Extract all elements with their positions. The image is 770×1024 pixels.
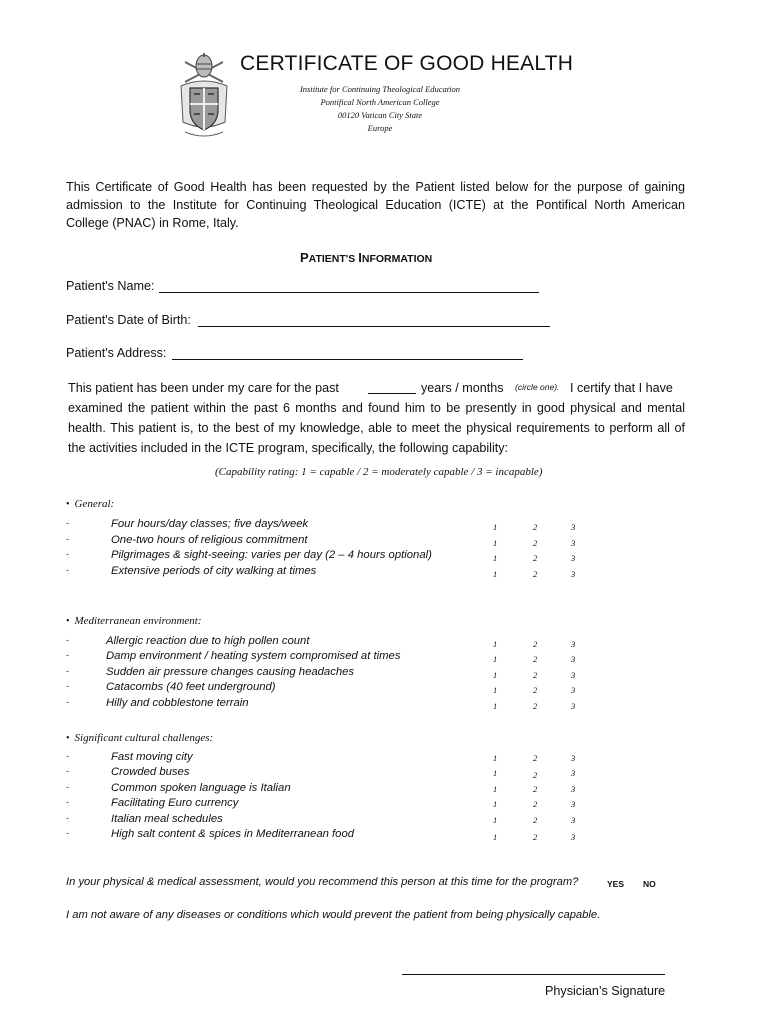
rating-1-option[interactable]: 1 [493, 670, 498, 680]
institute-line: Institute for Continuing Theological Education [299, 84, 461, 94]
rating-2-option[interactable]: 2 [533, 553, 538, 563]
rating-2-option[interactable]: 2 [533, 569, 538, 579]
patient-dob-label: Patient's Date of Birth: [66, 313, 191, 327]
rating-1-option[interactable]: 1 [493, 815, 498, 825]
rating-3-option[interactable]: 3 [571, 753, 576, 763]
capability-row: - Common spoken language is Italian 1 2 3 [66, 782, 576, 794]
rating-3-option[interactable]: 3 [571, 553, 576, 563]
rating-3-option[interactable]: 3 [571, 815, 576, 825]
rating-3-option[interactable]: 3 [571, 832, 576, 842]
rating-1-option[interactable]: 1 [493, 701, 498, 711]
capability-label: Sudden air pressure changes causing headaches [106, 666, 355, 678]
capability-label: Facilitating Euro currency [111, 797, 239, 809]
rating-1-option[interactable]: 1 [493, 522, 498, 532]
group-title-general: • General: [66, 498, 115, 510]
patient-information-heading: PATIENT'S INFORMATION [300, 250, 433, 265]
capability-label: Crowded buses [111, 766, 190, 778]
capability-label: Four hours/day classes; five days/week [111, 518, 309, 530]
rating-3-option[interactable]: 3 [571, 768, 576, 778]
recommendation-question: In your physical & medical assessment, would you recommend this person at this time for the program? [66, 876, 579, 888]
continent-line: Europe [367, 123, 393, 133]
capability-label: Damp environment / heating system compromised at times [106, 650, 401, 662]
rating-3-option[interactable]: 3 [571, 639, 576, 649]
capability-rating-note: (Capability rating: 1 = capable / 2 = moderately capable / 3 = incapable) [215, 466, 543, 478]
rating-2-option[interactable]: 2 [533, 753, 538, 763]
rating-1-option[interactable]: 1 [493, 768, 498, 778]
patient-address-label: Patient's Address: [66, 346, 167, 360]
capability-row: - High salt content & spices in Mediterranean food 1 2 3 [66, 828, 576, 842]
certification-line-4: the activities included in the ICTE program, specifically, the following capability: [68, 441, 509, 455]
physician-statement: I am not aware of any diseases or conditions which would prevent the patient from being physically capable. [66, 909, 601, 921]
rating-3-option[interactable]: 3 [571, 799, 576, 809]
physician-signature-label: Physician’s Signature [545, 984, 666, 998]
rating-3-option[interactable]: 3 [571, 685, 576, 695]
rating-2-option[interactable]: 2 [533, 639, 538, 649]
rating-1-option[interactable]: 1 [493, 832, 498, 842]
patient-dob-field[interactable] [198, 326, 550, 327]
patient-name-label: Patient's Name: [66, 279, 155, 293]
rating-1-option[interactable]: 1 [493, 685, 498, 695]
capability-row: - Crowded buses 1 2 3 [66, 766, 576, 780]
group-title-cultural: • Significant cultural challenges: [66, 732, 214, 744]
circle-one-note: (circle one). [515, 382, 560, 392]
rating-2-option[interactable]: 2 [533, 522, 538, 532]
rating-1-option[interactable]: 1 [493, 799, 498, 809]
capability-label: Fast moving city [111, 751, 193, 763]
capability-row: - Italian meal schedules 1 2 3 [66, 813, 576, 825]
rating-1-option[interactable]: 1 [493, 753, 498, 763]
care-duration-field[interactable] [368, 393, 416, 394]
capability-row: - Hilly and cobblestone terrain 1 2 3 [66, 697, 576, 711]
rating-2-option[interactable]: 2 [533, 654, 538, 664]
capability-label: High salt content & spices in Mediterranean food [111, 828, 355, 840]
rating-3-option[interactable]: 3 [571, 522, 576, 532]
physician-signature-field[interactable] [402, 974, 665, 975]
college-crest-icon [175, 52, 233, 138]
certification-line-2: examined the patient within the past 6 months and found him to be presently in good physical and mental [68, 401, 685, 415]
capability-label: One-two hours of religious commitment [111, 534, 308, 546]
rating-1-option[interactable]: 1 [493, 784, 498, 794]
rating-1-option[interactable]: 1 [493, 553, 498, 563]
intro-line-3: College (PNAC) in Rome, Italy. [66, 216, 239, 230]
college-line: Pontifical North American College [320, 97, 440, 107]
intro-line-1: This Certificate of Good Health has been requested by the Patient listed below for the purpose of gaining [66, 180, 685, 194]
rating-3-option[interactable]: 3 [571, 670, 576, 680]
rating-1-option[interactable]: 1 [493, 538, 498, 548]
rating-2-option[interactable]: 2 [533, 685, 538, 695]
rating-2-option[interactable]: 2 [533, 784, 538, 794]
rating-2-option[interactable]: 2 [533, 701, 538, 711]
capability-label: Common spoken language is Italian [111, 782, 291, 794]
capability-row: - Four hours/day classes; five days/week 1 2 3 [66, 518, 576, 532]
patient-name-field[interactable] [159, 292, 539, 293]
capability-row: - Allergic reaction due to high pollen count 1 2 3 [66, 635, 576, 649]
certificate-title: CERTIFICATE OF GOOD HEALTH [240, 52, 574, 75]
rating-3-option[interactable]: 3 [571, 784, 576, 794]
rating-3-option[interactable]: 3 [571, 701, 576, 711]
rating-1-option[interactable]: 1 [493, 639, 498, 649]
capability-row: - Facilitating Euro currency 1 2 3 [66, 797, 576, 809]
rating-3-option[interactable]: 3 [571, 654, 576, 664]
capability-label: Extensive periods of city walking at times [111, 565, 317, 577]
rating-2-option[interactable]: 2 [533, 815, 538, 825]
capability-row: - Sudden air pressure changes causing headaches 1 2 3 [66, 666, 576, 680]
rating-2-option[interactable]: 2 [533, 670, 538, 680]
rating-2-option[interactable]: 2 [533, 770, 538, 780]
rating-2-option[interactable]: 2 [533, 799, 538, 809]
capability-row: - Damp environment / heating system compromised at times 1 2 3 [66, 650, 576, 664]
capability-label: Hilly and cobblestone terrain [106, 697, 249, 709]
certification-line-3: health. This patient is, to the best of my knowledge, able to meet the physical requirements to perform all of [68, 421, 685, 435]
capability-label: Catacombs (40 feet underground) [106, 681, 276, 693]
capability-row: - Fast moving city 1 2 3 [66, 751, 576, 763]
capability-row: - Pilgrimages & sight-seeing: varies per day (2 – 4 hours optional) 1 2 3 [66, 549, 576, 563]
capability-label: Allergic reaction due to high pollen count [106, 635, 310, 647]
group-title-mediterranean: • Mediterranean environment: [66, 615, 202, 627]
no-option[interactable]: NO [643, 879, 656, 889]
rating-2-option[interactable]: 2 [533, 832, 538, 842]
capability-label: Italian meal schedules [111, 813, 223, 825]
city-line: 00120 Vatican City State [337, 110, 423, 120]
certification-line-1-unit: years / months [421, 381, 504, 395]
rating-3-option[interactable]: 3 [571, 538, 576, 548]
capability-row: - Catacombs (40 feet underground) 1 2 3 [66, 681, 576, 695]
capability-row: - Extensive periods of city walking at times 1 2 3 [66, 565, 576, 579]
intro-line-2: admission to the Institute for Continuing Theological Education (ICTE) at the Pontifical North American [66, 198, 685, 212]
capability-row: - One-two hours of religious commitment 1 2 3 [66, 534, 576, 548]
rating-3-option[interactable]: 3 [571, 569, 576, 579]
rating-1-option[interactable]: 1 [493, 569, 498, 579]
certification-line-1-start: This patient has been under my care for the past [68, 381, 339, 395]
yes-option[interactable]: YES [607, 879, 625, 889]
rating-2-option[interactable]: 2 [533, 538, 538, 548]
rating-1-option[interactable]: 1 [493, 654, 498, 664]
patient-address-field[interactable] [172, 359, 523, 360]
certification-line-1-end: I certify that I have [570, 381, 673, 395]
capability-label: Pilgrimages & sight-seeing: varies per day (2 – 4 hours optional) [111, 549, 432, 561]
